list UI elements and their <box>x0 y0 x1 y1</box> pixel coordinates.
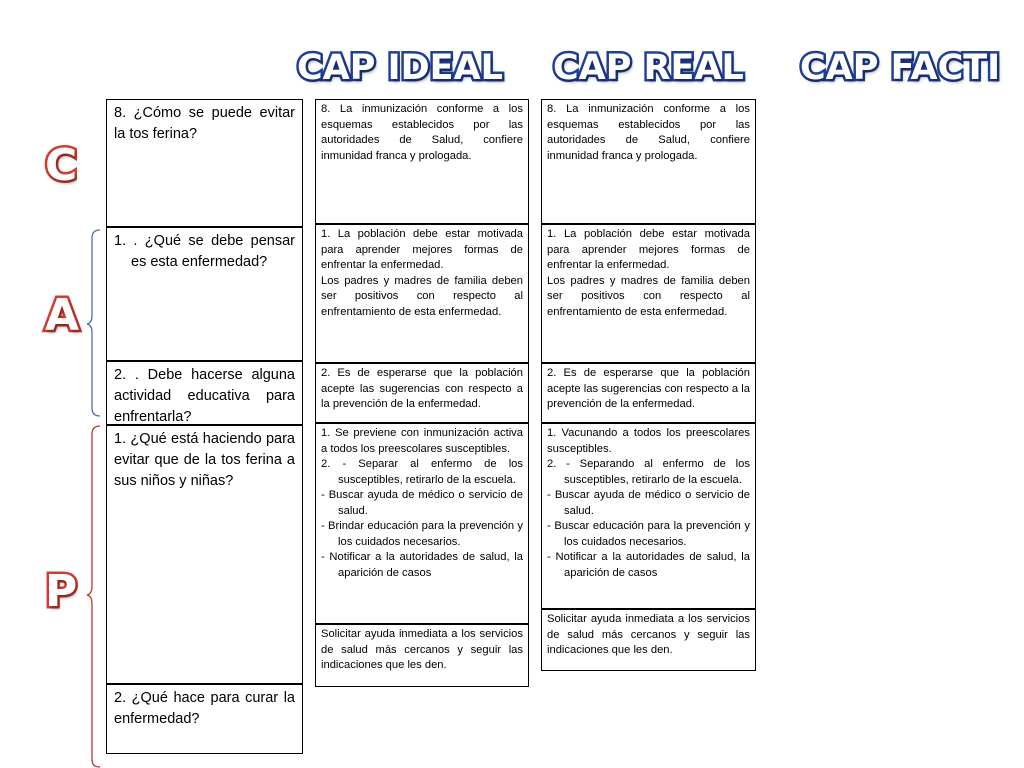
ideal-p2 <box>315 624 529 687</box>
heading-cap-facti: CAP FACTI <box>800 48 1001 88</box>
letter-a: A <box>45 290 80 341</box>
question-c <box>106 99 303 227</box>
question-a1-text: 1. . ¿Qué se debe pensar es esta enfermedad? <box>114 233 295 270</box>
question-a2-text: 2. . Debe hacerse alguna actividad educativa para enfrentarla? <box>114 367 295 425</box>
real-p2-text: Solicitar ayuda inmediata a los servicios de salud más cercanos y seguir las indicaciones que les den. <box>547 613 750 656</box>
question-p2 <box>106 684 303 754</box>
ideal-p1-item: - Buscar ayuda de médico o servicio de salud. <box>321 489 523 517</box>
question-c-text: 8. ¿Cómo se puede evitar la tos ferina? <box>114 105 295 142</box>
ideal-a1 <box>315 224 529 363</box>
question-p2-text: 2. ¿Qué hace para curar la enfermedad? <box>114 690 295 727</box>
ideal-p1 <box>315 423 529 624</box>
ideal-c-text: 8. La inmunización conforme a los esquemas establecidos por las autoridades de Salud, confiere inmunidad franca y prologada. <box>321 103 523 162</box>
real-a2 <box>541 363 756 423</box>
real-a1 <box>541 224 756 363</box>
real-a1-text-1: 1. La población debe estar motivada para aprender mejores formas de enfrentar la enfermedad. <box>547 228 750 271</box>
question-p1 <box>106 425 303 684</box>
real-p2 <box>541 609 756 671</box>
real-c-text: 8. La inmunización conforme a los esquemas establecidos por las autoridades de Salud, confiere inmunidad franca y prologada. <box>547 103 750 162</box>
ideal-a2-text: 2. Es de esperarse que la población acepte las sugerencias con respecto a la prevención de la enfermedad. <box>321 367 523 410</box>
letter-p: P <box>45 566 78 617</box>
real-p1-item: - Buscar ayuda de médico o servicio de salud. <box>547 489 750 517</box>
question-a2 <box>106 361 303 425</box>
heading-cap-ideal: CAP IDEAL <box>297 48 503 88</box>
question-a1 <box>106 227 303 361</box>
question-p1-text: 1. ¿Qué está haciendo para evitar que de la tos ferina a sus niños y niñas? <box>114 431 295 489</box>
ideal-p1-item: - Notificar a la autoridades de salud, la aparición de casos <box>321 551 523 579</box>
ideal-p1-item: 1. Se previene con inmunización activa a todos los preescolares susceptibles. <box>321 427 523 455</box>
ideal-p2-text: Solicitar ayuda inmediata a los servicios de salud más cercanos y seguir las indicaciones que les den. <box>321 628 523 671</box>
real-p1-item: 1. Vacunando a todos los preescolares susceptibles. <box>547 427 750 455</box>
ideal-a2 <box>315 363 529 423</box>
ideal-a1-text-1: 1. La población debe estar motivada para aprender mejores formas de enfrentar la enfermedad. <box>321 228 523 271</box>
real-a1-text-2: Los padres y madres de familia deben ser positivos con respecto al enfrentamiento de esta enfermedad. <box>547 274 750 318</box>
ideal-c <box>315 99 529 224</box>
heading-cap-real: CAP REAL <box>553 48 744 88</box>
ideal-p1-item: 2. - Separar al enfermo de los susceptibles, retirarlo de la escuela. <box>321 458 523 486</box>
ideal-p1-item: - Brindar educación para la prevención y los cuidados necesarios. <box>321 520 523 548</box>
real-c <box>541 99 756 224</box>
real-p1-item: 2. - Separando al enfermo de los susceptibles, retirarlo de la escuela. <box>547 458 750 486</box>
bracket-a <box>86 228 104 418</box>
ideal-a1-text-2: Los padres y madres de familia deben ser positivos con respecto al enfrentamiento de esta enfermedad. <box>321 274 523 318</box>
real-a2-text: 2. Es de esperarse que la población acepte las sugerencias con respecto a la prevención de la enfermedad. <box>547 367 750 410</box>
real-p1 <box>541 423 756 609</box>
real-p1-item: - Notificar a la autoridades de salud, la aparición de casos <box>547 551 750 579</box>
letter-c: C <box>45 140 78 191</box>
real-p1-item: - Buscar educación para la prevención y los cuidados necesarios. <box>547 520 750 548</box>
bracket-p <box>86 424 104 768</box>
